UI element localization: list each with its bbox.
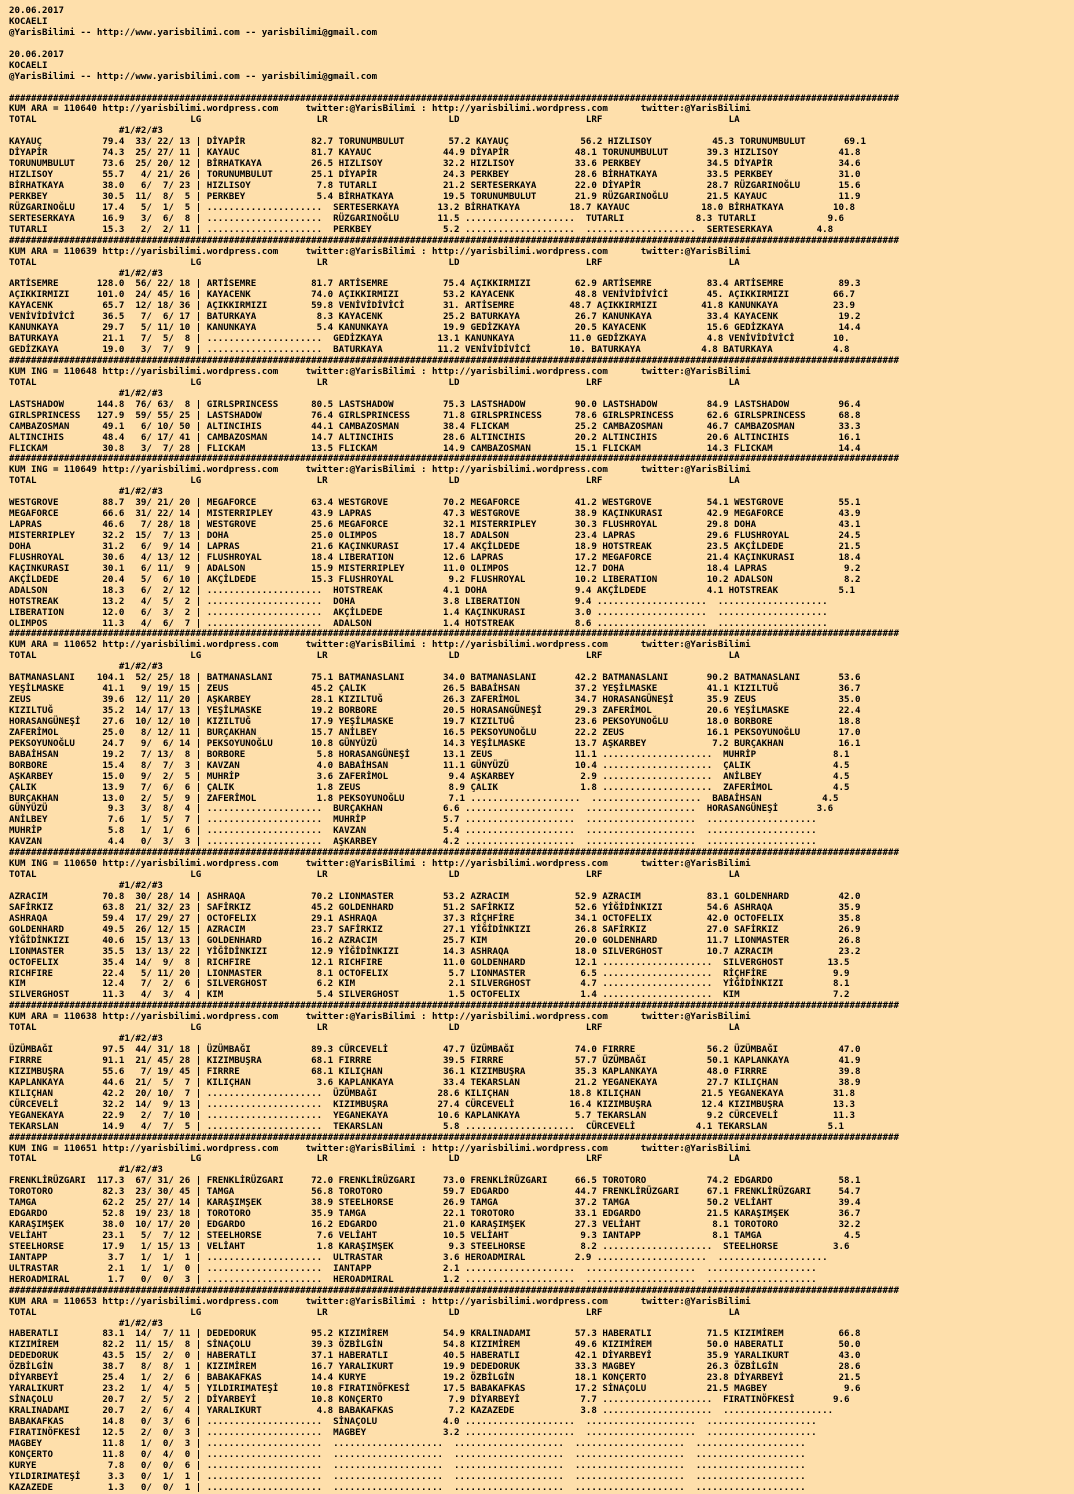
table-row: LAPRAS 46.6 7/ 28/ 18 | WESTGROVE 25.6 MEGAFORCE 32.1 MISTERRIPLEY 30.3 FLUSHROYAL 29.8 DOHA 43.1 [9,520,861,531]
table-header: #1/#2/#3 [9,1318,163,1329]
table-row: ANİLBEY 7.6 1/ 5/ 7 | ..................... MUHRİP 5.7 .................... .................... .................... [9,815,817,826]
separator-line: ################################################################################################################################################################## [9,848,899,859]
table-header: TOTAL LG LR LD LRF LA [9,257,740,268]
table-row: FLUSHROYAL 30.6 4/ 13/ 12 | FLUSHROYAL 18.4 LIBERATION 12.6 LAPRAS 17.2 MEGAFORCE 21.4 KAÇINKURASI 18.4 [9,552,861,563]
table-row: BATMANASLANI 104.1 52/ 25/ 18 | BATMANASLANI 75.1 BATMANASLANI 34.0 BATMANASLANI 42.2 BATMANASLANI 90.2 BATMANASLANI 53.6 [9,673,861,684]
table-row: TAMGA 62.2 25/ 27/ 14 | KARAŞIMŞEK 38.9 STEELHORSE 26.9 TAMGA 37.2 TAMGA 50.2 VELİAHT 39.4 [9,1198,861,1209]
table-row: KIZIMBUŞRA 55.6 7/ 19/ 45 | FIRRRE 68.1 KILIÇHAN 36.1 KIZIMBUŞRA 35.3 KAPLANKAYA 48.0 FIRRRE 39.8 [9,1066,861,1077]
table-row: KURYE 7.8 0/ 0/ 6 | ..................... .................... .................... .................... .................... [9,1460,806,1471]
table-row: OLIMPOS 11.3 4/ 6/ 7 | ..................... ADALSON 1.4 HOTSTREAK 8.6 .................... .................... [9,618,828,629]
table-row: HIZLISOY 55.7 4/ 21/ 26 | TORUNUMBULUT 25.1 DİYAPİR 24.3 PERKBEY 28.6 BİRHATKAYA 33.5 PERKBEY 31.0 [9,170,861,181]
table-row: MAGBEY 11.8 1/ 0/ 3 | ..................... .................... .................... .................... .................... [9,1438,806,1449]
table-row: GOLDENHARD 49.5 26/ 12/ 15 | AZRACIM 23.7 SAFİRKIZ 27.1 YİĞİDİNKIZI 26.8 SAFİRKIZ 27.0 SAFİRKIZ 26.9 [9,924,861,935]
table-row: HEROADMIRAL 1.7 0/ 0/ 3 | ..................... HEROADMIRAL 1.2 .................... .................... .................... [9,1274,817,1285]
table-row: SERTESERKAYA 16.9 3/ 6/ 8 | ..................... RÜZGARINOĞLU 11.5 .................... TUTARLI 8.3 TUTARLI 9.6 [9,213,845,224]
table-row: MUHRİP 5.8 1/ 1/ 6 | ..................... KAVZAN 5.4 .................... .................... .................... [9,826,817,837]
table-header: TOTAL LG LR LD LRF LA [9,377,740,388]
table-row: PERKBEY 30.5 11/ 8/ 5 | PERKBEY 5.4 BİRHATKAYA 19.5 TORUNUMBULUT 21.9 RÜZGARINOĞLU 21.5 KAYAUC 11.9 [9,191,861,202]
table-row: RÜZGARINOĞLU 17.4 5/ 1/ 5 | ..................... SERTESERKAYA 13.2 BİRHATKAYA 18.7 KAYAUC 18.0 BİRHATKAYA 10.8 [9,202,856,213]
table-row: YİĞİDİNKIZI 40.6 15/ 13/ 13 | GOLDENHARD 16.2 AZRACIM 25.7 KIM 20.0 GOLDENHARD 11.7 LIONMASTER 26.8 [9,935,861,946]
table-row: KIZIMİREM 82.2 11/ 15/ 8 | SİNAÇOLU 39.3 ÖZBİLGİN 54.8 KIZIMİREM 49.6 KIZIMİREM 50.0 HABERATLI 50.0 [9,1340,861,1351]
table-row: CAMBAZOSMAN 49.1 6/ 10/ 50 | ALTINCIHIS 44.1 CAMBAZOSMAN 38.4 FLICKAM 25.2 CAMBAZOSMAN 46.7 CAMBAZOSMAN 33.3 [9,421,861,432]
table-row: FRENKLİRÜZGARI 117.3 67/ 31/ 26 | FRENKLİRÜZGARI 72.0 FRENKLİRÜZGARI 73.0 FRENKLİRÜZGARI 66.5 TOROTORO 74.2 EDGARDO 58.1 [9,1176,861,1187]
table-row: ZAFERİMOL 25.0 8/ 12/ 11 | BURÇAKHAN 15.7 ANİLBEY 16.5 PEKSOYUNOĞLU 22.2 ZEUS 16.1 PEKSOYUNOĞLU 17.0 [9,727,861,738]
table-row: ÇALIK 13.9 7/ 6/ 6 | ÇALIK 1.8 ZEUS 8.9 ÇALIK 1.8 .................... ZAFERİMOL 4.5 [9,782,850,793]
table-row: KARAŞIMŞEK 38.0 10/ 17/ 20 | EDGARDO 16.2 EDGARDO 21.0 KARAŞIMŞEK 27.3 VELİAHT 8.1 TOROTORO 32.2 [9,1220,861,1231]
table-row: IANTAPP 3.7 1/ 1/ 1 | ..................... ULTRASTAR 3.6 HEROADMIRAL 2.9 .................... .................... [9,1252,828,1263]
header-line: KOCAELI [9,60,48,71]
table-header: TOTAL LG LR LD LRF LA [9,651,740,662]
table-row: FIRRRE 91.1 21/ 45/ 28 | KIZIMBUŞRA 68.1 FIRRRE 39.5 FIRRRE 57.7 ÜZÜMBAĞI 50.1 KAPLANKAYA 41.9 [9,1056,861,1066]
table-row: KAPLANKAYA 44.6 21/ 5/ 7 | KILIÇHAN 3.6 KAPLANKAYA 33.4 TEKARSLAN 21.2 YEGANEKAYA 27.7 KILIÇHAN 38.9 [9,1077,861,1088]
race-title: KUM ING = 110651 http://yarisbilimi.wordpress.com twitter:@YarisBilimi : http://yarisbilimi.wordpress.com twitter:@YarisBilimi [9,1143,751,1154]
table-row: ARTİSEMRE 128.0 56/ 22/ 18 | ARTİSEMRE 81.7 ARTİSEMRE 75.4 AÇIKKIRMIZI 62.9 ARTİSEMRE 83.4 ARTİSEMRE 89.3 [9,279,861,290]
table-header: #1/#2/#3 [9,126,163,137]
table-header: TOTAL LG LR LD LRF LA [9,476,740,487]
table-row: EDGARDO 52.8 19/ 23/ 18 | TOROTORO 35.9 TAMGA 22.1 TOROTORO 33.1 EDGARDO 21.5 KARAŞIMŞEK 36.7 [9,1209,861,1220]
table-header: #1/#2/#3 [9,1165,163,1176]
separator-line: ################################################################################################################################################################## [9,356,899,366]
table-header: #1/#2/#3 [9,662,163,673]
table-header: TOTAL LG LR LD LRF LA [9,115,740,126]
table-row: LIBERATION 12.0 6/ 3/ 2 | ..................... AKÇİLDEDE 1.4 KAÇINKURASI 3.0 .................... .................... [9,607,828,618]
table-row: MISTERRIPLEY 32.2 15/ 7/ 13 | DOHA 25.0 OLIMPOS 18.7 ADALSON 23.4 LAPRAS 29.6 FLUSHROYAL 24.5 [9,531,861,541]
table-row: KONÇERTO 11.8 0/ 4/ 0 | ..................... .................... .................... .................... .................... [9,1449,806,1460]
table-row: DİYAPİR 74.3 25/ 27/ 11 | KAYAUC 81.7 KAYAUC 44.9 DİYAPİR 48.1 TORUNUMBULUT 39.3 HIZLISOY 41.8 [9,148,861,159]
table-row: VELİAHT 23.1 5/ 7/ 12 | STEELHORSE 7.6 VELİAHT 10.5 VELİAHT 9.3 IANTAPP 8.1 TAMGA 4.5 [9,1231,861,1241]
header-line: @YarisBilimi -- http://www.yarisbilimi.com -- yarisbilimi@gmail.com [9,27,378,38]
table-row: GEDİZKAYA 19.0 3/ 7/ 9 | ..................... BATURKAYA 11.2 VENİVİDİVİCİ 10. BATURKAYA 4.8 BATURKAYA 4.8 [9,345,850,356]
table-row: ASHRAQA 59.4 17/ 29/ 27 | OCTOFELIX 29.1 ASHRAQA 37.3 RİÇHFİRE 34.1 OCTOFELIX 42.0 OCTOFELIX 35.8 [9,913,861,924]
table-row: VENİVİDİVİCİ 36.5 7/ 6/ 17 | BATURKAYA 8.3 KAYACENK 25.2 BATURKAYA 26.7 KANUNKAYA 33.4 KAYACENK 19.2 [9,312,861,323]
table-header: #1/#2/#3 [9,388,163,399]
separator-line: ################################################################################################################################################################## [9,1132,899,1143]
separator-line: ################################################################################################################################################################## [9,93,899,104]
race-title: KUM ARA = 110639 http://yarisbilimi.wordpress.com twitter:@YarisBilimi : http://yarisbilimi.wordpress.com twitter:@YarisBilimi [9,246,751,257]
table-row: HOTSTREAK 13.2 4/ 5/ 2 | ..................... DOHA 3.8 LIBERATION 9.4 .................... .................... [9,596,828,607]
table-header: TOTAL LG LR LD LRF LA [9,1023,740,1034]
table-row: KAZAZEDE 1.3 0/ 0/ 1 | ..................... .................... .................... .................... .................... [9,1482,806,1493]
table-row: SILVERGHOST 11.3 4/ 3/ 4 | KIM 5.4 SILVERGHOST 1.5 OCTOFELIX 1.4 .................... KIM 7.2 [9,990,850,1001]
table-row: HORASANGÜNEŞİ 27.6 10/ 12/ 10 | KIZILTUĞ 17.9 YEŞİLMASKE 19.7 KIZILTUĞ 23.6 PEKSOYUNOĞLU 18.0 BORBORE 18.8 [9,716,861,727]
table-row: ALTINCIHIS 48.4 6/ 17/ 41 | CAMBAZOSMAN 14.7 ALTINCIHIS 28.6 ALTINCIHIS 20.2 ALTINCIHIS 20.6 ALTINCIHIS 16.1 [9,432,861,443]
table-row: TUTARLI 15.3 2/ 2/ 11 | ..................... PERKBEY 5.2 .................... .................... SERTESERKAYA 4.8 [9,224,834,235]
table-row: OCTOFELIX 35.4 14/ 9/ 8 | RICHFIRE 12.1 RICHFIRE 11.0 GOLDENHARD 12.1 .................... SILVERGHOST 13.5 [9,957,850,968]
table-row: YEGANEKAYA 22.9 2/ 7/ 10 | ..................... YEGANEKAYA 10.6 KAPLANKAYA 5.7 TEKARSLAN 9.2 CÜRCEVELİ 11.3 [9,1110,856,1121]
table-row: HABERATLI 83.1 14/ 7/ 11 | DEDEDORUK 95.2 KIZIMİREM 54.9 KRALINADAMI 57.3 HABERATLI 71.5 KIZIMİREM 66.8 [9,1329,861,1340]
table-header: #1/#2/#3 [9,487,163,498]
table-row: KAYAUÇ 79.4 33/ 22/ 13 | DİYAPİR 82.7 TORUNUMBULUT 57.2 KAYAUÇ 56.2 HIZLISOY 45.3 TORUNUMBULUT 69.1 [9,137,867,148]
table-row: KANUNKAYA 29.7 5/ 11/ 10 | KANUNKAYA 5.4 KANUNKAYA 19.9 GEDİZKAYA 20.5 KAYACENK 15.6 GEDİZKAYA 14.4 [9,323,861,334]
table-row: ÖZBİLGİN 38.7 8/ 8/ 1 | KIZIMİREM 16.7 YARALIKURT 19.9 DEDEDORUK 33.3 MAGBEY 26.3 ÖZBİLGİN 28.6 [9,1362,861,1373]
table-row: KAVZAN 4.4 0/ 3/ 3 | ..................... AŞKARBEY 4.2 .................... .................... .................... [9,837,817,848]
table-row: AŞKARBEY 15.0 9/ 2/ 5 | MUHRİP 3.6 ZAFERİMOL 9.4 AŞKARBEY 2.9 .................... ANİLBEY 4.5 [9,771,850,782]
table-row: WESTGROVE 88.7 39/ 21/ 20 | MEGAFORCE 63.4 WESTGROVE 70.2 MEGAFORCE 41.2 WESTGROVE 54.1 WESTGROVE 55.1 [9,498,861,509]
table-row: STEELHORSE 17.9 1/ 15/ 13 | VELİAHT 1.8 KARAŞIMŞEK 9.3 STEELHORSE 8.2 .................... STEELHORSE 3.6 [9,1241,850,1252]
race-title: KUM ING = 110648 http://yarisbilimi.wordpress.com twitter:@YarisBilimi : http://yarisbilimi.wordpress.com twitter:@YarisBilimi [9,366,751,377]
header-line: 20.06.2017 [9,6,64,16]
table-row: BİRHATKAYA 38.0 6/ 7/ 23 | HIZLISOY 7.8 TUTARLI 21.2 SERTESERKAYA 22.0 DİYAPİR 28.7 RÜZGARINOĞLU 15.6 [9,181,861,191]
table-row: DOHA 31.2 6/ 9/ 14 | LAPRAS 21.6 KAÇINKURASI 17.4 AKÇİLDEDE 18.9 HOTSTREAK 23.5 AKÇİLDEDE 21.5 [9,541,861,552]
table-row: YILDIRIMATEŞİ 3.3 0/ 1/ 1 | ..................... .................... .................... .................... .................... [9,1471,806,1482]
table-header: TOTAL LG LR LD LRF LA [9,1154,740,1165]
blank-line [9,39,1074,50]
table-row: KILIÇHAN 42.2 20/ 10/ 7 | ..................... ÜZÜMBAĞI 28.6 KILIÇHAN 18.8 KILIÇHAN 21.5 YEGANEKAYA 31.8 [9,1088,856,1099]
table-row: GIRLSPRINCESS 127.9 59/ 55/ 25 | LASTSHADOW 76.4 GIRLSPRINCESS 71.8 GIRLSPRINCESS 78.6 GIRLSPRINCESS 62.6 GIRLSPRINCESS 68.8 [9,410,861,421]
table-row: SİNAÇOLU 20.7 2/ 5/ 2 | DİYARBEYİ 10.8 KONÇERTO 7.9 DİYARBEYİ 7.7 .................... FIRATINÖFKESİ 9.6 [9,1395,850,1406]
table-row: YARALIKURT 23.2 1/ 4/ 5 | YILDIRIMATEŞİ 10.8 FIRATINÖFKESİ 17.5 BABAKAFKAS 17.2 SİNAÇOLU 21.5 MAGBEY 9.6 [9,1384,861,1395]
table-header: #1/#2/#3 [9,881,163,891]
table-row: TOROTORO 82.3 23/ 30/ 45 | TAMGA 56.8 TOROTORO 59.7 EDGARDO 44.7 FRENKLİRÜZGARI 67.1 FRENKLİRÜZGARI 54.7 [9,1187,861,1198]
header-line: @YarisBilimi -- http://www.yarisbilimi.com -- yarisbilimi@gmail.com [9,71,378,82]
race-title: KUM ARA = 110640 http://yarisbilimi.wordpress.com twitter:@YarisBilimi : http://yarisbilimi.wordpress.com twitter:@YarisBilimi [9,104,751,115]
table-row: FLICKAM 30.8 3/ 7/ 28 | FLICKAM 13.5 FLICKAM 14.9 CAMBAZOSMAN 15.1 FLICKAM 14.3 FLICKAM 14.4 [9,443,861,454]
table-row: KAYACENK 65.7 12/ 18/ 36 | AÇIKKIRMIZI 59.8 VENİVİDİVİCİ 31. ARTİSEMRE 48.7 AÇIKKIRMIZI 41.8 KANUNKAYA 23.9 [9,301,856,312]
table-row: AKÇİLDEDE 20.4 5/ 6/ 10 | AKÇİLDEDE 15.3 FLUSHROYAL 9.2 FLUSHROYAL 10.2 LIBERATION 10.2 ADALSON 8.2 [9,574,861,585]
table-row: KIZILTUĞ 35.2 14/ 17/ 13 | YEŞİLMASKE 19.2 BORBORE 20.5 HORASANGÜNEŞİ 29.3 ZAFERİMOL 20.6 YEŞİLMASKE 22.4 [9,706,861,716]
table-row: TEKARSLAN 14.9 4/ 7/ 5 | ..................... TEKARSLAN 5.8 .................... CÜRCEVELİ 4.1 TEKARSLAN 5.1 [9,1121,845,1132]
table-row: BURÇAKHAN 13.0 2/ 5/ 9 | ZAFERİMOL 1.8 PEKSOYUNOĞLU 7.1 .................... .................... BABAİHSAN 4.5 [9,793,839,804]
table-header: TOTAL LG LR LD LRF LA [9,1307,740,1318]
blank-line [9,83,1074,94]
table-row: GÜNYÜZÜ 9.3 3/ 8/ 4 | ..................... BURÇAKHAN 6.6 .................... .................... HORASANGÜNEŞİ 3.6 [9,804,834,815]
separator-line: ################################################################################################################################################################## [9,629,899,640]
table-row: BABAİHSAN 19.2 7/ 13/ 8 | BORBORE 5.8 HORASANGÜNEŞİ 13.1 ZEUS 11.1 .................... MUHRİP 8.1 [9,749,850,760]
table-row: KIM 12.4 7/ 2/ 6 | SILVERGHOST 6.2 KIM 2.1 SILVERGHOST 4.7 .................... YİĞİDİNKIZI 8.1 [9,979,850,990]
table-row: ULTRASTAR 2.1 1/ 1/ 0 | ..................... IANTAPP 2.1 .................... .................... .................... [9,1263,817,1274]
table-row: PEKSOYUNOĞLU 24.7 9/ 6/ 14 | PEKSOYUNOĞLU 10.8 GÜNYÜZÜ 14.3 YEŞİLMASKE 13.7 AŞKARBEY 7.2 BURÇAKHAN 16.1 [9,738,861,749]
header-line: KOCAELI [9,16,48,27]
table-row: FIRATINÖFKESİ 12.5 2/ 0/ 3 | ..................... MAGBEY 3.2 .................... .................... .................... [9,1427,817,1438]
table-row: KRALINADAMI 20.7 2/ 6/ 4 | YARALIKURT 4.8 BABAKAFKAS 7.2 KAZAZEDE 3.8 .................... .................... [9,1406,834,1416]
table-row: ADALSON 18.3 6/ 2/ 12 | ..................... HOTSTREAK 4.1 DOHA 9.4 AKÇİLDEDE 4.1 HOTSTREAK 5.1 [9,585,856,596]
separator-line: ################################################################################################################################################################## [9,454,899,465]
table-row: SAFİRKIZ 63.8 21/ 32/ 23 | SAFİRKIZ 45.2 GOLDENHARD 51.2 SAFİRKIZ 52.6 YİĞİDİNKIZI 54.6 ASHRAQA 35.9 [9,902,861,913]
race-title: KUM ING = 110649 http://yarisbilimi.wordpress.com twitter:@YarisBilimi : http://yarisbilimi.wordpress.com twitter:@YarisBilimi [9,465,751,476]
separator-line: ################################################################################################################################################################## [9,1285,899,1296]
race-title: KUM ING = 110650 http://yarisbilimi.wordpress.com twitter:@YarisBilimi : http://yarisbilimi.wordpress.com twitter:@YarisBilimi [9,859,751,870]
table-row: LIONMASTER 35.5 13/ 13/ 22 | YİĞİDİNKIZI 12.9 YİĞİDİNKIZI 14.3 ASHRAQA 18.0 SILVERGHOST 10.7 AZRACIM 23.2 [9,946,861,957]
table-row: BATURKAYA 21.1 7/ 5/ 8 | ..................... GEDİZKAYA 13.1 KANUNKAYA 11.0 GEDİZKAYA 4.8 VENİVİDİVİCİ 10. [9,334,850,345]
table-row: LASTSHADOW 144.8 76/ 63/ 8 | GIRLSPRINCESS 80.5 LASTSHADOW 75.3 LASTSHADOW 90.0 LASTSHADOW 84.9 LASTSHADOW 96.4 [9,399,861,410]
table-row: CÜRCEVELİ 32.2 14/ 9/ 13 | ..................... KIZIMBUŞRA 27.4 CÜRCEVELİ 16.4 KIZIMBUŞRA 12.4 KIZIMBUŞRA 13.3 [9,1099,856,1110]
race-title: KUM ARA = 110652 http://yarisbilimi.wordpress.com twitter:@YarisBilimi : http://yarisbilimi.wordpress.com twitter:@YarisBilimi [9,640,751,651]
table-row: KAÇINKURASI 30.1 6/ 11/ 9 | ADALSON 15.9 MISTERRIPLEY 11.0 OLIMPOS 12.7 DOHA 18.4 LAPRAS 9.2 [9,563,861,574]
separator-line: ################################################################################################################################################################## [9,235,899,246]
table-row: DEDEDORUK 43.5 15/ 2/ 0 | HABERATLI 37.1 HABERATLI 40.5 HABERATLI 42.1 DİYARBEYİ 35.9 YARALIKURT 43.0 [9,1351,861,1362]
table-row: ÜZÜMBAĞI 97.5 44/ 31/ 18 | ÜZÜMBAĞI 89.3 CÜRCEVELİ 47.7 ÜZÜMBAĞI 74.0 FIRRRE 56.2 ÜZÜMBAĞI 47.0 [9,1045,861,1056]
table-header: TOTAL LG LR LD LRF LA [9,870,740,881]
separator-line: ################################################################################################################################################################## [9,1001,899,1012]
table-header: #1/#2/#3 [9,1034,163,1045]
table-row: TORUNUMBULUT 73.6 25/ 20/ 12 | BİRHATKAYA 26.5 HIZLISOY 32.2 HIZLISOY 33.6 PERKBEY 34.5 DİYAPİR 34.6 [9,159,861,170]
table-row: RICHFIRE 22.4 5/ 11/ 20 | LIONMASTER 8.1 OCTOFELIX 5.7 LIONMASTER 6.5 .................... RİÇHFİRE 9.9 [9,968,850,979]
header-line: 20.06.2017 [9,49,64,60]
race-title: KUM ARA = 110638 http://yarisbilimi.wordpress.com twitter:@YarisBilimi : http://yarisbilimi.wordpress.com twitter:@YarisBilimi [9,1012,751,1023]
table-row: AZRACIM 70.8 30/ 28/ 14 | ASHRAQA 70.2 LIONMASTER 53.2 AZRACIM 52.9 AZRACIM 83.1 GOLDENHARD 42.0 [9,891,861,902]
table-row: BABAKAFKAS 14.8 0/ 3/ 6 | ..................... SİNAÇOLU 4.0 .................... .................... .................... [9,1416,817,1427]
table-row: ZEUS 39.6 12/ 11/ 20 | AŞKARBEY 28.1 KIZILTUĞ 26.3 ZAFERİMOL 34.7 HORASANGÜNEŞİ 35.9 ZEUS 35.0 [9,695,861,706]
table-row: AÇIKKIRMIZI 101.0 24/ 45/ 16 | KAYACENK 74.0 AÇIKKIRMIZI 53.2 KAYACENK 48.8 VENİVİDİVİCİ 45. AÇIKKIRMIZI 66.7 [9,290,856,301]
race-title: KUM ARA = 110653 http://yarisbilimi.wordpress.com twitter:@YarisBilimi : http://yarisbilimi.wordpress.com twitter:@YarisBilimi [9,1296,751,1307]
table-row: DİYARBEYİ 25.4 1/ 2/ 6 | BABAKAFKAS 14.4 KURYE 19.2 ÖZBİLGİN 18.1 KONÇERTO 23.8 DİYARBEYİ 21.5 [9,1373,861,1384]
table-row: YEŞİLMASKE 41.1 9/ 19/ 15 | ZEUS 45.2 ÇALIK 26.5 BABAİHSAN 37.2 YEŞİLMASKE 41.1 KIZILTUĞ 36.7 [9,684,861,695]
table-row: BORBORE 15.4 8/ 7/ 3 | KAVZAN 4.0 BABAİHSAN 11.1 GÜNYÜZÜ 10.4 .................... ÇALIK 4.5 [9,760,850,771]
table-row: MEGAFORCE 66.6 31/ 22/ 14 | MISTERRIPLEY 43.9 LAPRAS 47.3 WESTGROVE 38.9 KAÇINKURASI 42.9 MEGAFORCE 43.9 [9,509,861,520]
table-header: #1/#2/#3 [9,268,163,279]
